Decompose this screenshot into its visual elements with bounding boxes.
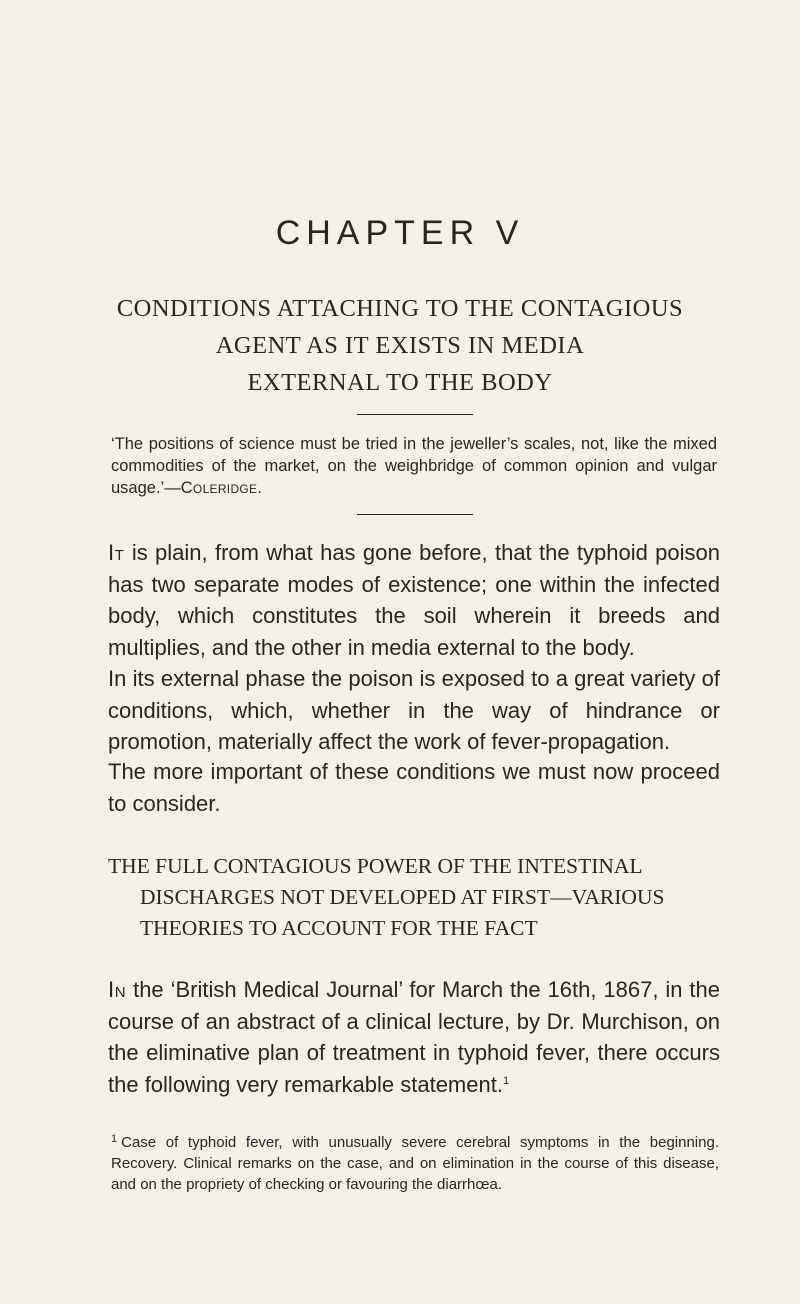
footnote-marker: 1 [111, 1133, 118, 1145]
chapter-title [0, 290, 800, 401]
footnote-reference[interactable]: 1 [502, 1074, 510, 1087]
chapter-title-line-3: EXTERNAL TO THE BODY [247, 369, 553, 396]
paragraph-lead-word: It [108, 540, 125, 565]
paragraph-lead-word: In [108, 977, 127, 1002]
paragraph-1 [108, 537, 720, 663]
epigraph-quote: ‘The positions of science must be tried in the jeweller’s scales, not, like the mixed commodities of the market, on the weighbridge of common opinion and vulgar usage.’— [111, 435, 717, 497]
divider-rule [357, 514, 473, 515]
paragraph-3 [108, 756, 720, 819]
footnote-text: Case of typhoid fever, with unusually severe cerebral symptoms in the beginning. Recovery. Clinical remarks on the case, and on elimination in the course of this disease, and on the propriety of checking or favouring the diarrhœa. [111, 1134, 719, 1193]
section-heading-line-2: DISCHARGES NOT DEVELOPED AT FIRST—VARIOUS [140, 885, 665, 909]
epigraph-attribution: Coleridge. [180, 479, 263, 497]
paragraph-text: is plain, from what has gone before, that the typhoid poison has two separate modes of existence; one within the infected body, which constitutes the soil wherein it breeds and multiplies, and the other in media external to the body. [108, 540, 720, 660]
divider-rule [357, 414, 473, 415]
paragraph-text: In its external phase the poison is exposed to a great variety of conditions, which, whether in the way of hindrance or promotion, materially affect the work of fever-propagation. [108, 666, 720, 754]
chapter-label: CHAPTER V [275, 214, 525, 252]
chapter-title-line-1: CONDITIONS ATTACHING TO THE CONTAGIOUS [116, 295, 684, 322]
paragraph-2 [108, 663, 720, 758]
paragraph-text: The more important of these conditions we must now proceed to consider. [108, 759, 720, 816]
footnote [111, 1129, 719, 1195]
chapter-title-line-2: AGENT AS IT EXISTS IN MEDIA [215, 332, 585, 359]
section-heading-line-3: THEORIES TO ACCOUNT FOR THE FACT [140, 916, 538, 940]
epigraph [111, 433, 717, 499]
section-heading-line-1: THE FULL CONTAGIOUS POWER OF THE INTESTINAL [108, 854, 643, 878]
paragraph-4 [108, 974, 720, 1100]
paragraph-text: the ‘British Medical Journal’ for March the 16th, 1867, in the course of an abstract of a clinical lecture, by Dr. Murchison, on the eliminative plan of treatment in typhoid fever, there occurs the following very remarkable statement. [108, 977, 720, 1097]
section-heading [108, 851, 728, 944]
